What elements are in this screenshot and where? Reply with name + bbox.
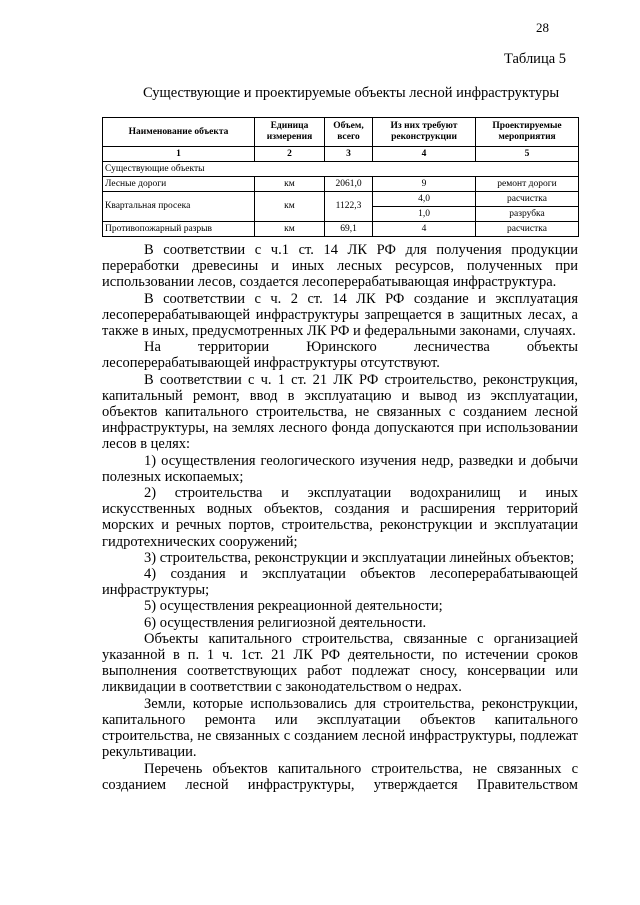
list-item: 2) строительства и эксплуатации водохранилищ и иных искусственных водных объектов, создания и расширения территорий морских и речных портов, строительства, реконструкции и эксплуатации гидротехнических сооружений; — [102, 485, 578, 550]
row-reconstruct: 9 — [373, 177, 476, 192]
list-item: 4) создания и эксплуатации объектов лесоперерабатывающей инфраструктуры; — [102, 566, 578, 599]
section-label: Существующие объекты — [103, 162, 579, 177]
header-reconstruct: Из них требуют реконструкции — [373, 118, 476, 147]
row-unit: км — [255, 192, 325, 222]
table-column-numbers-row — [103, 147, 579, 162]
list-item: 5) осуществления рекреационной деятельности; — [144, 598, 443, 615]
row-total: 1122,3 — [325, 192, 373, 222]
table-row — [103, 177, 579, 192]
row-measure: разрубка — [476, 207, 579, 222]
column-number: 3 — [325, 147, 373, 162]
header-measures: Проектируемые мероприятия — [476, 118, 579, 147]
table-row — [103, 222, 579, 237]
row-measure: расчистка — [476, 222, 579, 237]
paragraph: Земли, которые использовались для строительства, реконструкции, капитального ремонта или эксплуатации объектов капитального строительства, не связанных с созданием лесной инфраструктуры, подлежат рекультивации. — [102, 695, 578, 761]
list-item: 6) осуществления религиозной деятельности. — [144, 614, 427, 631]
table-section-row — [103, 162, 579, 177]
row-name: Противопожарный разрыв — [103, 222, 255, 237]
header-object-name: Наименование объекта — [103, 118, 255, 147]
header-total: Объем, всего — [325, 118, 373, 147]
row-unit: км — [255, 177, 325, 192]
table-title: Существующие и проектируемые объекты лесной инфраструктуры — [143, 85, 560, 101]
row-name: Лесные дороги — [103, 177, 255, 192]
infrastructure-table — [102, 117, 579, 237]
paragraph: Перечень объектов капитального строительства, не связанных с созданием лесной инфраструктуры, утверждается Правительством — [102, 760, 578, 793]
column-number: 4 — [373, 147, 476, 162]
paragraph: В соответствии с ч. 1 ст. 21 ЛК РФ строительство, реконструкция, капитальный ремонт, ввод в эксплуатацию и вывод из эксплуатации, объектов капитального строительства, не связанных с созданием лесной инфраструктуры, на землях лесного фонда допускаются при использовании лесов в целях: — [102, 371, 578, 453]
column-number: 1 — [103, 147, 255, 162]
page-number: 28 — [536, 20, 549, 35]
row-measure: расчистка — [476, 192, 579, 207]
row-unit: км — [255, 222, 325, 237]
column-number: 5 — [476, 147, 579, 162]
row-name: Квартальная просека — [103, 192, 255, 222]
table-label: Таблица 5 — [504, 51, 567, 67]
list-item: 3) строительства, реконструкции и эксплуатации линейных объектов; — [144, 549, 575, 566]
row-reconstruct: 1,0 — [373, 207, 476, 222]
paragraph: Объекты капитального строительства, связанные с организацией указанной в п. 1 ч. 1ст. 21 ЛК РФ деятельности, по истечении сроков выполнения соответствующих работ подлежат сносу, консервации или ликвидации в соответствии с законодательством о недрах. — [102, 630, 578, 696]
row-total: 2061,0 — [325, 177, 373, 192]
paragraph: В соответствии с ч.1 ст. 14 ЛК РФ для получения продукции переработки древесины и иных лесных ресурсов, полученных при использовании лесов, создается лесоперерабатывающая инфраструктура. — [102, 242, 578, 291]
paragraph: На территории Юринского лесничества объекты лесоперерабатывающей инфраструктуры отсутствуют. — [102, 339, 578, 372]
list-item: 1) осуществления геологического изучения недр, разведки и добычи полезных ископаемых; — [102, 452, 578, 485]
table-row — [103, 192, 579, 207]
body-text — [102, 242, 578, 793]
row-reconstruct: 4 — [373, 222, 476, 237]
column-number: 2 — [255, 147, 325, 162]
row-measure: ремонт дороги — [476, 177, 579, 192]
paragraph: В соответствии с ч. 2 ст. 14 ЛК РФ создание и эксплуатация лесоперерабатывающей инфраструктуры запрещается в защитных лесах, а также в иных, предусмотренных ЛК РФ и федеральными законами, случаях. — [102, 290, 578, 340]
table-header-row — [103, 118, 579, 147]
row-total: 69,1 — [325, 222, 373, 237]
header-unit: Единица измерения — [255, 118, 325, 147]
row-reconstruct: 4,0 — [373, 192, 476, 207]
